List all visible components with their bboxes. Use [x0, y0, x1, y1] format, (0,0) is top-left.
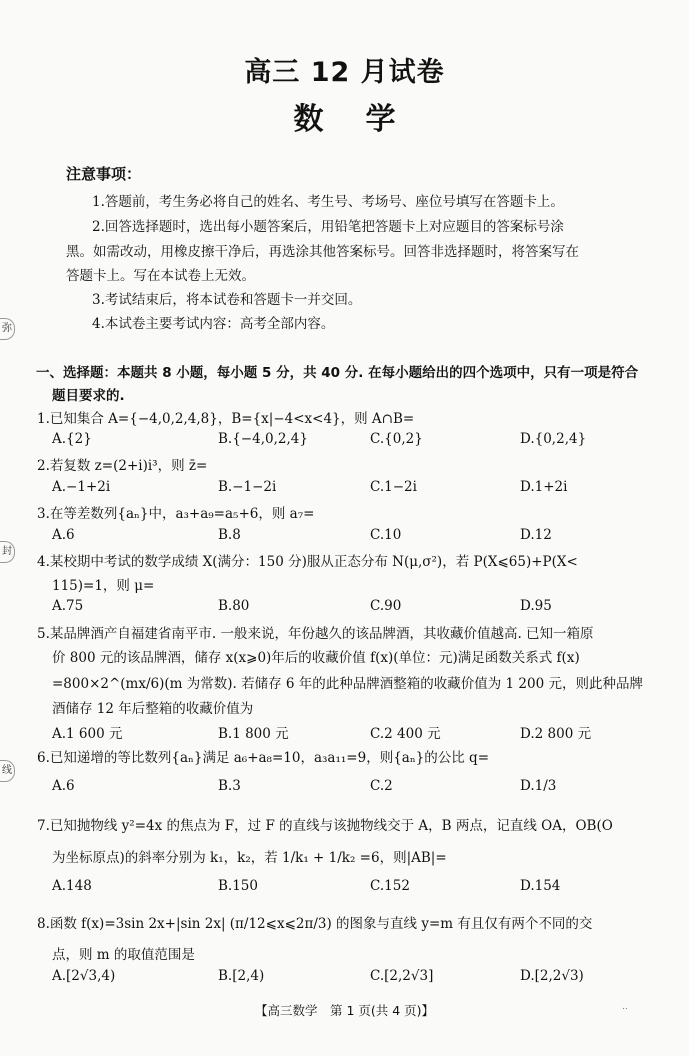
section-heading-cont: 题目要求的. — [52, 388, 125, 404]
option-c: C.152 — [370, 878, 410, 894]
option-d: D.2 800 元 — [520, 726, 592, 742]
notice-line: 4.本试卷主要考试内容：高考全部内容。 — [92, 316, 335, 332]
option-c: C.1−2i — [370, 479, 417, 495]
option-d: D.1/3 — [520, 778, 557, 794]
question-5: 5.某品牌酒产自福建省南平市. 一般来说，年份越久的该品牌酒，其收藏价值越高. 已知一箱原 — [37, 626, 594, 642]
option-d: D.12 — [520, 527, 552, 543]
binding-mark: 封 — [0, 541, 15, 563]
question-3: 3.在等差数列{aₙ}中，a₃+a₉=a₅+6，则 a₇= — [37, 506, 315, 522]
option-c: C.2 400 元 — [370, 726, 441, 742]
exam-title: 高三 12 月试卷 — [244, 57, 445, 88]
option-c: C.10 — [370, 527, 402, 543]
option-a: A.1 600 元 — [52, 726, 123, 742]
option-a: A.6 — [52, 527, 75, 543]
notice-heading: 注意事项： — [66, 165, 142, 183]
question-1: 1.已知集合 A={−4,0,2,4,8}，B={x|−4<x<4}，则 A∩B= — [37, 411, 415, 427]
option-b: B.150 — [218, 878, 258, 894]
option-d: D.154 — [520, 878, 561, 894]
binding-mark: 线 — [0, 760, 15, 782]
option-a: A.−1+2i — [52, 479, 111, 495]
question-5-cont: 酒储存 12 年后整箱的收藏价值为 — [52, 701, 254, 717]
option-d: D.1+2i — [520, 479, 568, 495]
option-a: A.75 — [52, 598, 84, 614]
option-b: B.{−4,0,2,4} — [218, 431, 308, 447]
option-b: B.1 800 元 — [218, 726, 289, 742]
option-b: B.8 — [218, 527, 241, 543]
option-a: A.[2√3,4) — [52, 968, 116, 984]
question-5-cont: 价 800 元的该品牌酒，储存 x(x⩾0)年后的收藏价值 f(x)(单位：元)满足函数关系式 f(x) — [52, 650, 580, 666]
option-d: D.95 — [520, 598, 552, 614]
notice-line: 1.答题前，考生务必将自己的姓名、考生号、考场号、座位号填写在答题卡上。 — [92, 194, 564, 210]
option-a: A.6 — [52, 778, 75, 794]
question-7-cont: 为坐标原点)的斜率分别为 k₁，k₂，若 1/k₁ + 1/k₂ =6，则|AB|= — [52, 850, 447, 866]
section-heading: 一、选择题：本题共 8 小题，每小题 5 分，共 40 分. 在每小题给出的四个选项中，只有一项是符合 — [36, 365, 639, 381]
question-6: 6.已知递增的等比数列{aₙ}满足 a₆+a₈=10，a₃a₁₁=9，则{aₙ}的公比 q= — [37, 750, 490, 766]
option-c: C.[2,2√3] — [370, 968, 434, 984]
question-7: 7.已知抛物线 y²=4x 的焦点为 F，过 F 的直线与该抛物线交于 A，B 两点，记直线 OA，OB(O — [37, 818, 613, 834]
question-4: 4.某校期中考试的数学成绩 X(满分：150 分)服从正态分布 N(μ,σ²)，若 P(X⩽65)+P(X< — [37, 554, 578, 570]
option-a: A.{2} — [52, 431, 92, 447]
option-c: C.2 — [370, 778, 393, 794]
question-8: 8.函数 f(x)=3sin 2x+|sin 2x| (π/12⩽x⩽2π/3) 的图象与直线 y=m 有且仅有两个不同的交 — [37, 916, 593, 932]
option-d: D.[2,2√3) — [520, 968, 584, 984]
notice-line: 3.考试结束后，将本试卷和答题卡一并交回。 — [92, 292, 362, 308]
option-d: D.{0,2,4} — [520, 431, 587, 447]
option-b: B.−1−2i — [218, 479, 277, 495]
corner-marks: .. — [622, 1002, 628, 1012]
question-5-cont: =800×2^(mx/6)(m 为常数). 若储存 6 年的此种品牌酒整箱的收藏价值为 1 200 元，则此种品牌 — [52, 676, 643, 692]
option-b: B.3 — [218, 778, 241, 794]
option-a: A.148 — [52, 878, 92, 894]
binding-mark: 弥 — [0, 318, 15, 340]
option-c: C.90 — [370, 598, 402, 614]
option-c: C.{0,2} — [370, 431, 423, 447]
question-2: 2.若复数 z=(2+i)i³，则 z̄= — [37, 458, 208, 474]
notice-line: 答题卡上。写在本试卷上无效。 — [66, 268, 255, 284]
page-footer: 【高三数学 第 1 页(共 4 页)】 — [254, 1003, 435, 1018]
notice-line: 2.回答选择题时，选出每小题答案后，用铅笔把答题卡上对应题目的答案标号涂 — [92, 219, 564, 235]
exam-subject: 数学 — [293, 102, 438, 137]
option-b: B.80 — [218, 598, 250, 614]
option-b: B.[2,4) — [218, 968, 265, 984]
question-8-cont: 点，则 m 的取值范围是 — [52, 947, 195, 963]
notice-line: 黑。如需改动，用橡皮擦干净后，再选涂其他答案标号。回答非选择题时，将答案写在 — [66, 244, 579, 260]
question-4-cont: 115)=1，则 μ= — [52, 578, 155, 594]
